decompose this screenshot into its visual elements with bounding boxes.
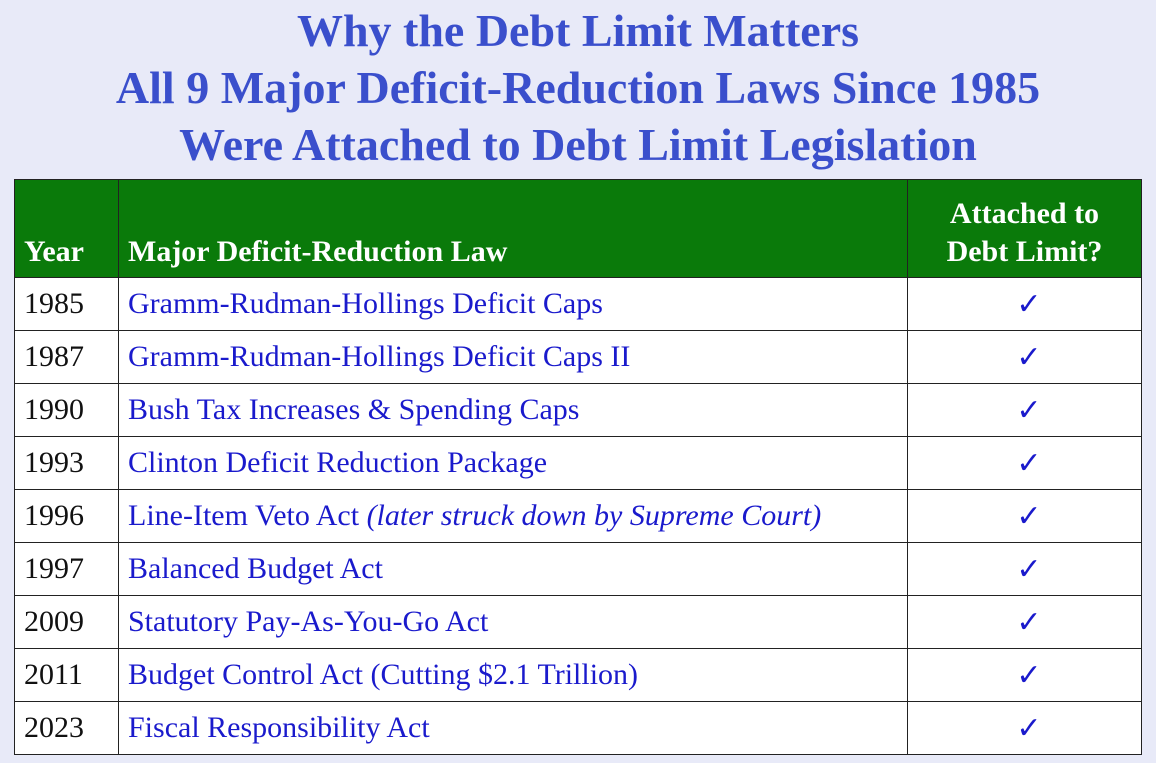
header-attached-line2: Debt Limit? bbox=[946, 235, 1103, 268]
row-year: 1997 bbox=[15, 543, 119, 596]
check-icon: ✓ bbox=[908, 490, 1142, 543]
row-law bbox=[119, 649, 908, 702]
law-name: Clinton Deficit Reduction Package bbox=[128, 446, 548, 479]
table-row bbox=[15, 384, 1142, 437]
header-law: Major Deficit-Reduction Law bbox=[119, 180, 908, 278]
law-note: (later struck down by Supreme Court) bbox=[366, 499, 822, 532]
deficit-laws-table bbox=[14, 179, 1142, 755]
title-line-1: Why the Debt Limit Matters bbox=[296, 5, 860, 56]
row-law bbox=[119, 543, 908, 596]
table-row bbox=[15, 278, 1142, 331]
law-name: Fiscal Responsibility Act bbox=[128, 711, 430, 744]
law-name: Bush Tax Increases & Spending Caps bbox=[128, 393, 580, 426]
table-header-row bbox=[15, 180, 1142, 278]
table-row bbox=[15, 437, 1142, 490]
law-name: Line-Item Veto Act bbox=[128, 499, 367, 532]
table-row bbox=[15, 702, 1142, 755]
title-line-2: All 9 Major Deficit-Reduction Laws Since 1985 bbox=[115, 62, 1041, 113]
law-name: Budget Control Act (Cutting $2.1 Trillion) bbox=[128, 658, 639, 691]
row-law bbox=[119, 278, 908, 331]
law-name: Gramm-Rudman-Hollings Deficit Caps II bbox=[128, 340, 631, 373]
row-year: 1987 bbox=[15, 331, 119, 384]
check-icon: ✓ bbox=[908, 596, 1142, 649]
check-icon: ✓ bbox=[908, 437, 1142, 490]
row-year: 2009 bbox=[15, 596, 119, 649]
table-row bbox=[15, 596, 1142, 649]
page-title bbox=[0, 2, 1156, 173]
check-icon: ✓ bbox=[908, 649, 1142, 702]
law-name: Gramm-Rudman-Hollings Deficit Caps bbox=[128, 287, 603, 320]
check-icon: ✓ bbox=[908, 331, 1142, 384]
row-law bbox=[119, 437, 908, 490]
row-year: 1993 bbox=[15, 437, 119, 490]
table-row bbox=[15, 490, 1142, 543]
row-year: 1985 bbox=[15, 278, 119, 331]
title-line-3: Were Attached to Debt Limit Legislation bbox=[179, 119, 977, 170]
row-law bbox=[119, 384, 908, 437]
check-icon: ✓ bbox=[908, 384, 1142, 437]
header-year: Year bbox=[15, 180, 119, 278]
law-name: Balanced Budget Act bbox=[128, 552, 383, 585]
table-row bbox=[15, 649, 1142, 702]
row-year: 2023 bbox=[15, 702, 119, 755]
check-icon: ✓ bbox=[908, 702, 1142, 755]
row-law bbox=[119, 490, 908, 543]
row-year: 2011 bbox=[15, 649, 119, 702]
row-year: 1996 bbox=[15, 490, 119, 543]
row-law bbox=[119, 596, 908, 649]
check-icon: ✓ bbox=[908, 278, 1142, 331]
table-row bbox=[15, 543, 1142, 596]
row-law bbox=[119, 331, 908, 384]
law-name: Statutory Pay-As-You-Go Act bbox=[128, 605, 489, 638]
header-attached bbox=[908, 180, 1142, 278]
header-attached-line1: Attached to bbox=[949, 197, 1100, 230]
check-icon: ✓ bbox=[908, 543, 1142, 596]
table-row bbox=[15, 331, 1142, 384]
row-law bbox=[119, 702, 908, 755]
row-year: 1990 bbox=[15, 384, 119, 437]
